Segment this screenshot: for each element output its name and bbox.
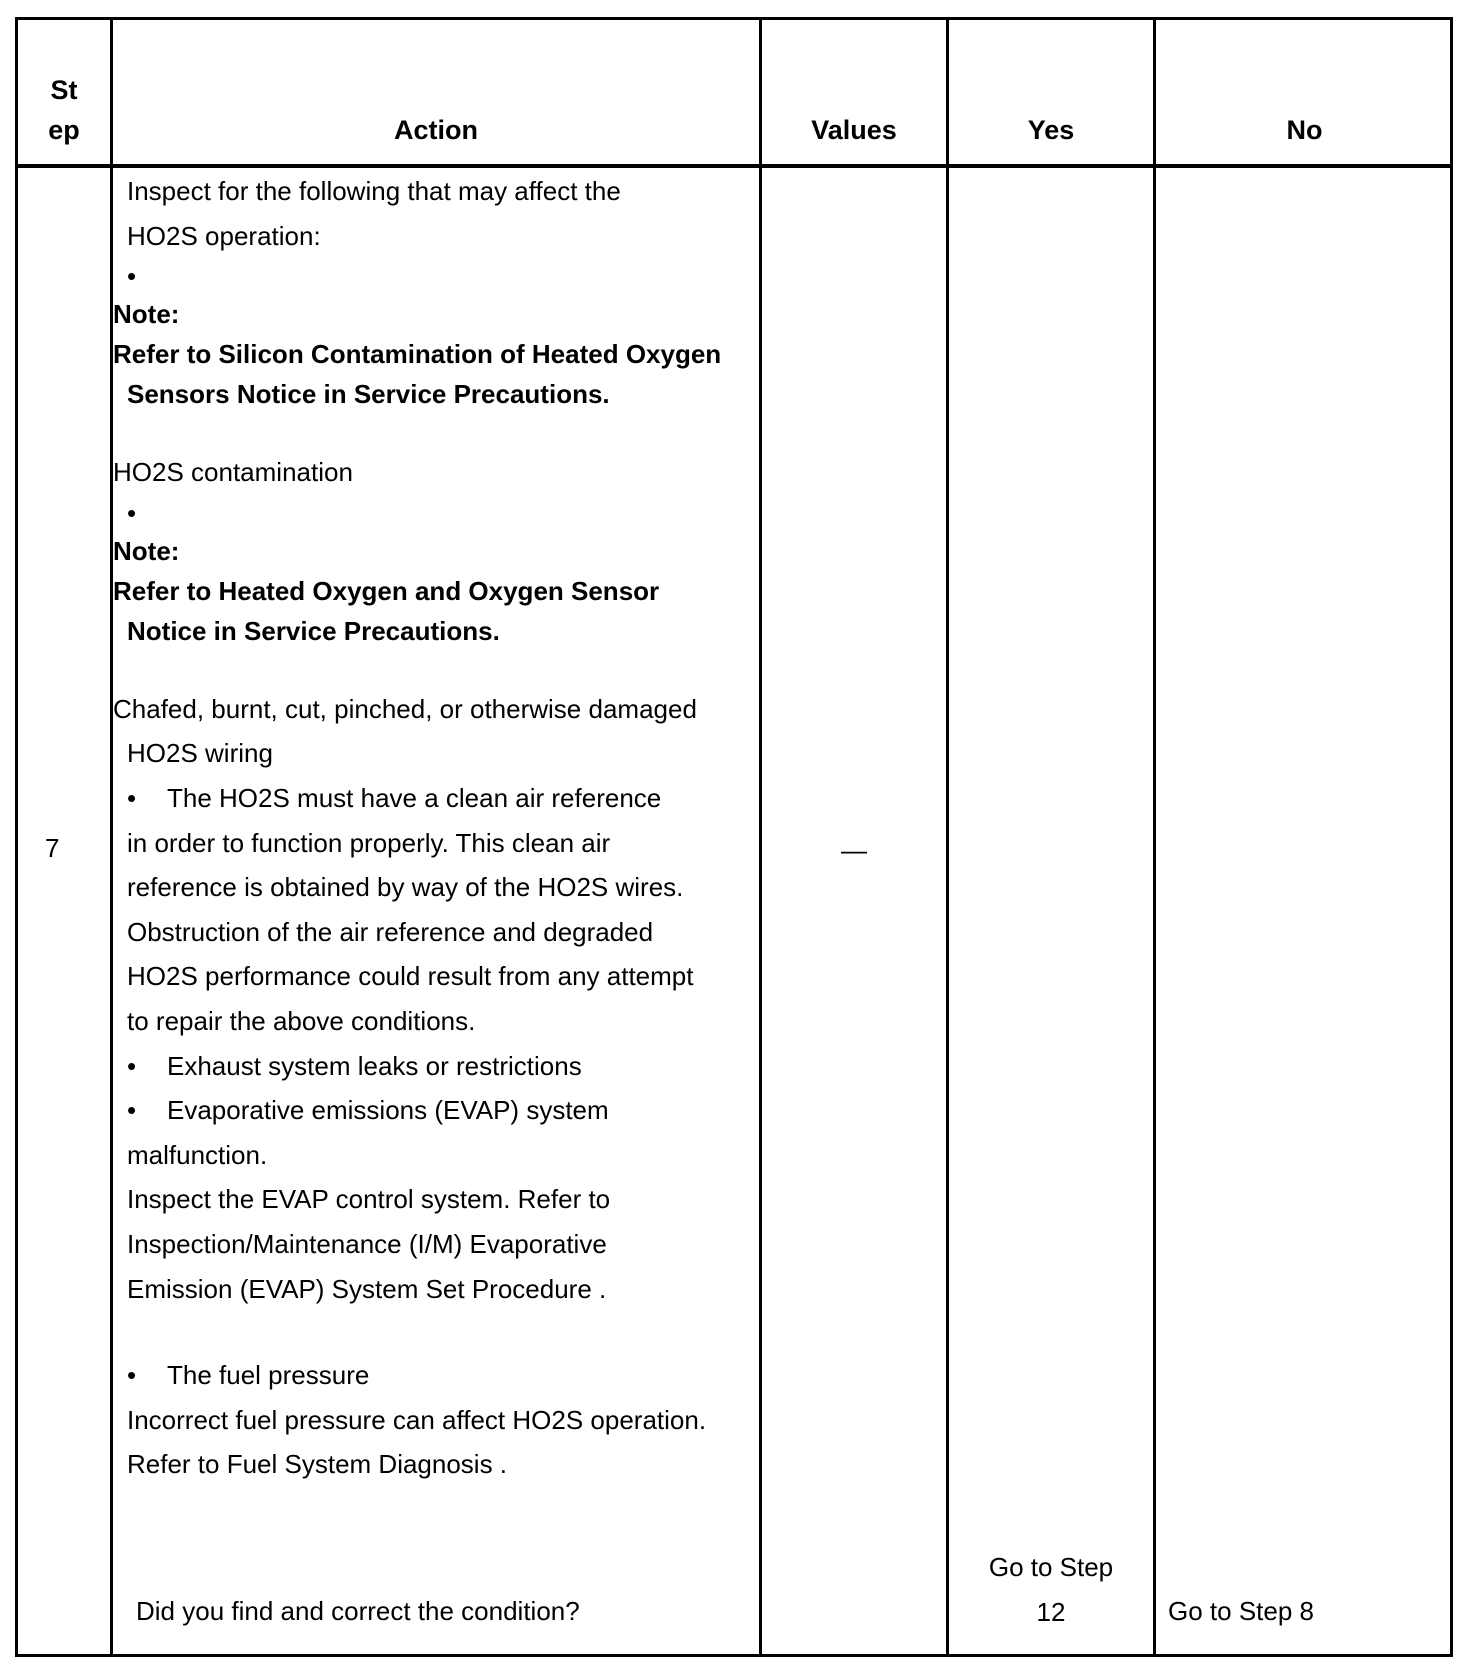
bullet: • — [127, 1095, 137, 1126]
action-text: Obstruction of the air reference and degraded — [127, 916, 654, 947]
header-step-line1: St — [50, 75, 78, 105]
header-values: Values — [811, 115, 897, 145]
action-text: to repair the above conditions. — [127, 1005, 476, 1036]
bullet: • — [127, 1050, 137, 1081]
note-text: Sensors Notice in Service Precautions. — [127, 379, 610, 410]
yes-cell — [949, 1545, 1153, 1634]
header-step — [18, 70, 110, 150]
action-text: in order to function properly. This clean air — [127, 827, 611, 858]
header-action: Action — [394, 115, 478, 145]
bullet: • — [127, 782, 137, 813]
bullet-item — [113, 1088, 753, 1133]
bullet-item — [113, 776, 753, 821]
header-step-line2: ep — [48, 115, 80, 145]
header-no: No — [1286, 115, 1323, 145]
action-item: HO2S wiring — [127, 738, 273, 769]
values-cell: — — [841, 835, 867, 865]
action-item: HO2S contamination — [113, 457, 353, 488]
column-divider — [946, 20, 949, 1654]
header-divider — [18, 164, 1450, 168]
action-cell — [113, 169, 753, 1487]
note-text: Refer to Silicon Contamination of Heated Oxygen — [113, 339, 722, 370]
spacer — [113, 651, 753, 687]
bullet-item — [113, 1353, 753, 1398]
bullet: • — [127, 1360, 137, 1391]
yes-text-1: Go to Step — [988, 1552, 1114, 1582]
action-text: Emission (EVAP) System Set Procedure . — [127, 1273, 607, 1304]
spacer — [113, 414, 753, 450]
spacer — [113, 1311, 753, 1353]
action-text: Refer to Fuel System Diagnosis . — [127, 1449, 508, 1480]
step-number: 7 — [45, 833, 60, 863]
bullet-text: The HO2S must have a clean air reference — [167, 782, 662, 813]
note-label: Note: — [113, 535, 180, 566]
action-text: malfunction. — [127, 1139, 268, 1170]
yes-text-2: 12 — [1036, 1596, 1066, 1627]
action-text: reference is obtained by way of the HO2S wires. — [127, 872, 684, 903]
bullet-text: The fuel pressure — [167, 1360, 370, 1391]
action-text: Inspection/Maintenance (I/M) Evaporative — [127, 1228, 607, 1259]
bullet-text: Exhaust system leaks or restrictions — [167, 1050, 582, 1081]
action-text: HO2S performance could result from any attempt — [127, 961, 694, 992]
diagnostic-table — [15, 17, 1453, 1657]
action-intro-1: Inspect for the following that may affect the — [127, 176, 621, 206]
header-yes: Yes — [1027, 115, 1075, 145]
action-intro-2: HO2S operation: — [127, 220, 321, 251]
note-text: Notice in Service Precautions. — [127, 615, 500, 646]
bullet: • — [127, 497, 137, 528]
bullet: • — [127, 261, 137, 292]
note-label: Note: — [113, 299, 180, 330]
no-cell: Go to Step 8 — [1168, 1596, 1314, 1626]
action-text: Inspect the EVAP control system. Refer to — [127, 1184, 611, 1215]
bullet-item — [113, 1044, 753, 1089]
note-text: Refer to Heated Oxygen and Oxygen Sensor — [113, 575, 660, 606]
action-item: Chafed, burnt, cut, pinched, or otherwise damaged — [113, 693, 697, 724]
bullet-text: Evaporative emissions (EVAP) system — [167, 1095, 609, 1126]
action-text: Incorrect fuel pressure can affect HO2S operation. — [127, 1404, 707, 1435]
column-divider — [1153, 20, 1156, 1654]
action-question: Did you find and correct the condition? — [136, 1596, 580, 1626]
